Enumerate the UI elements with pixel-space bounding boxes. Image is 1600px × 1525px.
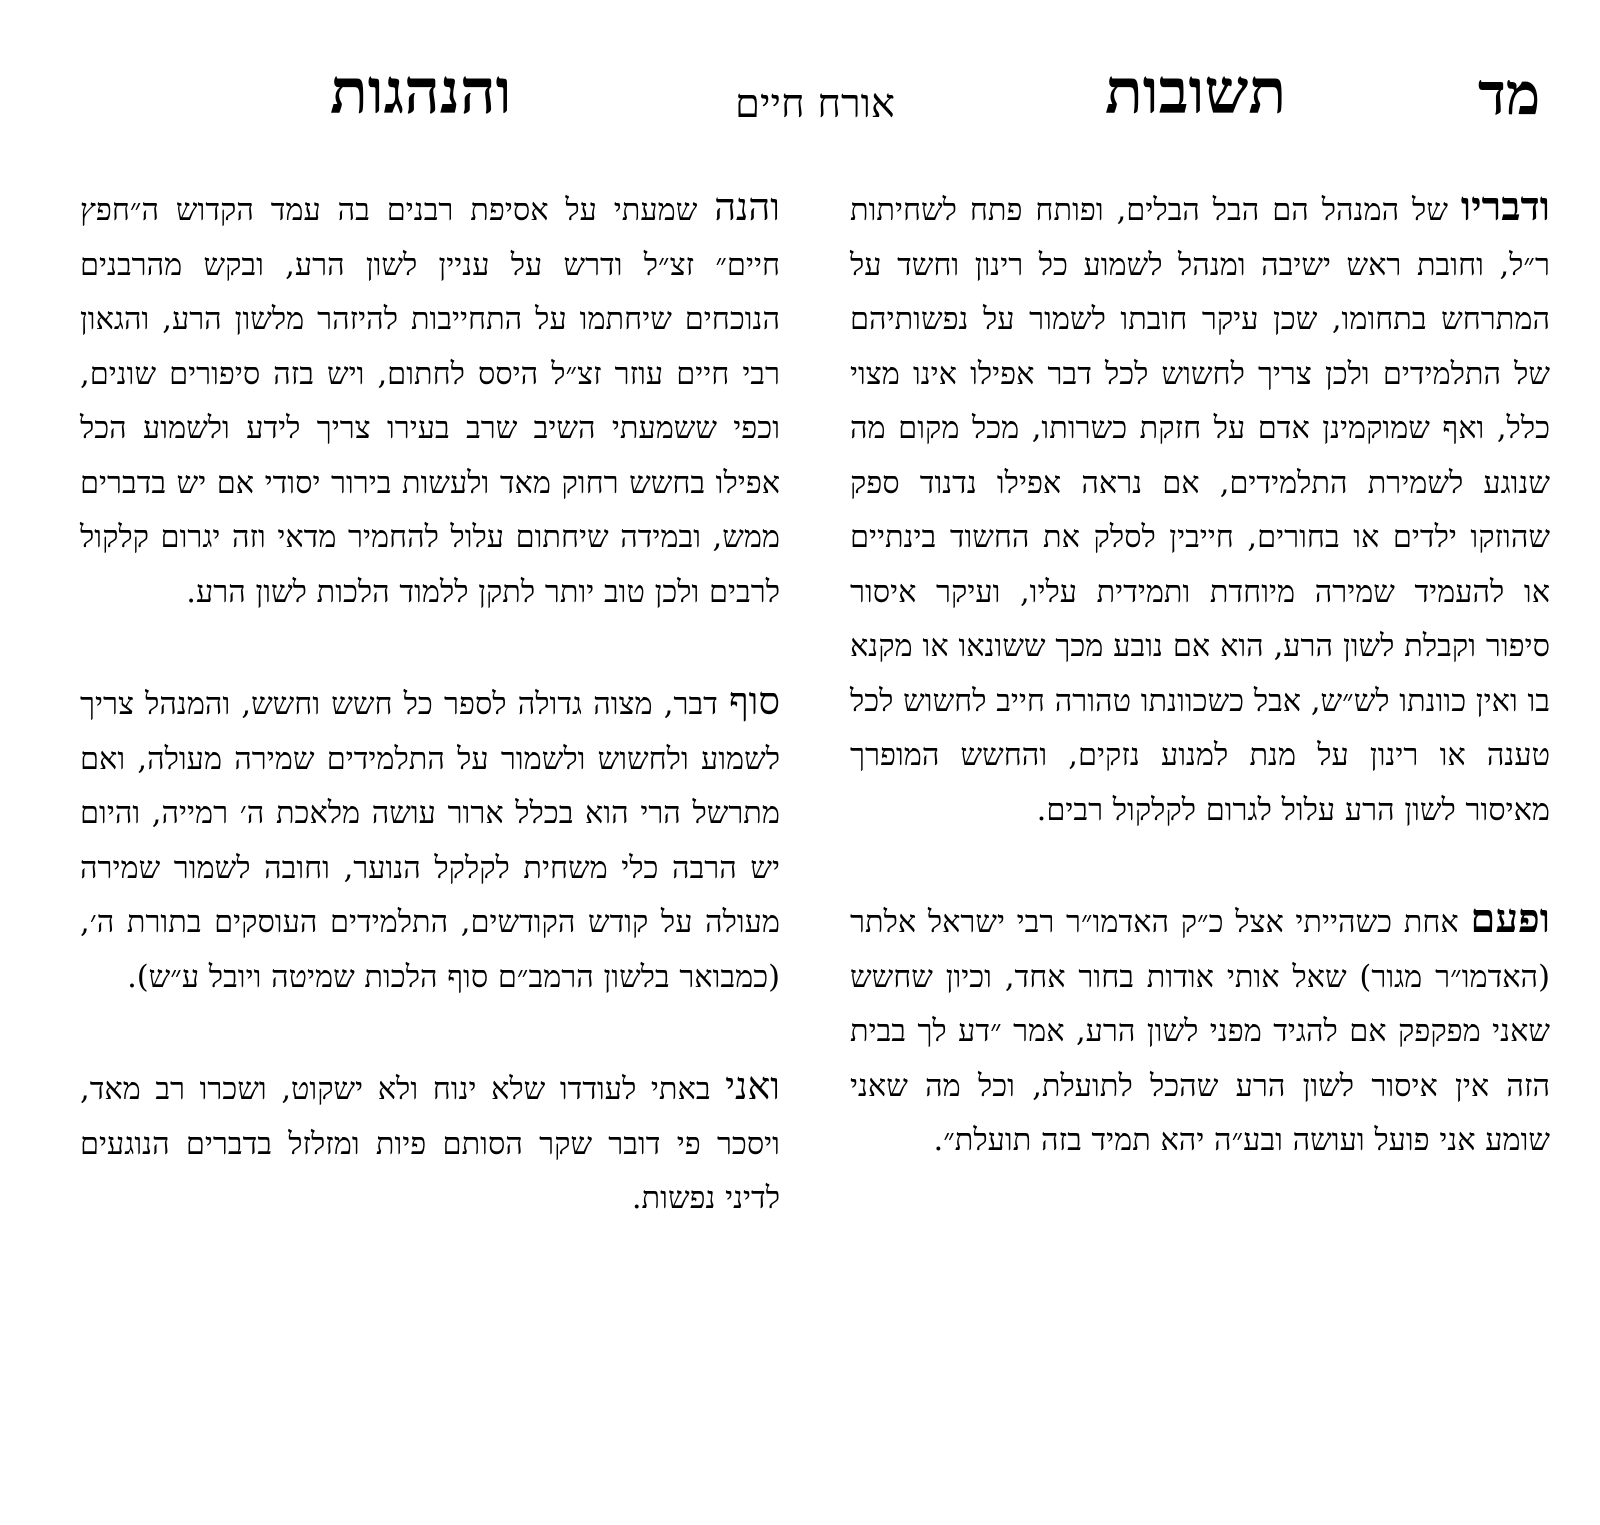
right-column — [850, 180, 1550, 1169]
paragraph-text: שמעתי על אסיפת רבנים בה עמד הקדוש ה״חפץ חיים״ זצ״ל ודרש על עניין לשון הרע, ובקש מהרבנים הנוכחים שיחתמו על התחייבות להיזהר מלשון הרע, והגאון רבי חיים עוזר זצ״ל היסס לחתום, ויש בזה סיפורים שונים, וכפי ששמעתי השיב שרב בעירו צריך לידע ולשמוע הכל אפילו בחשש רחוק מאד ולעשות בירור יסודי אם יש בדברים ממש, ובמידה שיחתום עלול להחמיר מדאי וזה יגרום קלקול לרבים ולכן טוב יותר לתקן ללמוד הלכות לשון הרע. — [80, 193, 780, 610]
paragraph-lead-word: סוף — [728, 679, 780, 723]
paragraph-lead-word: ואני — [725, 1064, 780, 1108]
paragraph — [850, 892, 1550, 1169]
paragraph-lead-word: והנה — [714, 185, 780, 229]
paragraph — [850, 180, 1550, 838]
page-number: מד — [1478, 60, 1541, 128]
paragraph-text: אחת כשהייתי אצל כ״ק האדמו״ר רבי ישראל אלתר (האדמו״ר מגור) שאל אותי אודות בחור אחד, וכיון שחשש שאני מפקפק אם להגיד מפני לשון הרע, אמר ״דע לך בבית הזה אין איסור לשון הרע שהכל לתועלת, וכל מה שאני שומע אני פועל ועושה ובע״ה יהא תמיד בזה תועלת״. — [850, 905, 1550, 1158]
paragraph-lead-word: ודבריו — [1460, 183, 1550, 230]
paragraph-lead-word: ופעם — [1470, 895, 1550, 942]
paragraph — [80, 1059, 780, 1227]
paragraph-text: דבר, מצוה גדולה לספר כל חשש וחשש, והמנהל צריך לשמוע ולחשוש ולשמור על התלמידים שמירה מעולה, ואם מתרשל הרי הוא בכלל ארור עושה מלאכת ה׳ רמייה, והיום יש הרבה כלי משחית לקלקל הנוער, וחובה לשמור שמירה מעולה על קודש הקודשים, התלמידים העוסקים בתורת ה׳, (כמבואר בלשון הרמב״ם סוף הלכות שמיטה ויובל ע״ש). — [80, 687, 780, 995]
section-title: אורח חיים — [735, 81, 895, 127]
paragraph-text: באתי לעודדו שלא ינוח ולא ישקוט, ושכרו רב מאד, ויסכר פי דובר שקר הסותם פיות ומזלזל בדברים הנוגעים לדיני נפשות. — [80, 1072, 780, 1216]
paragraph — [80, 180, 780, 620]
page-header — [0, 0, 1600, 150]
running-title-right: תשובות — [1105, 55, 1287, 128]
paragraph-text: של המנהל הם הבל הבלים, ופותח פתח לשחיתות ר״ל, וחובת ראש ישיבה ומנהל לשמוע כל רינון וחשד על המתרחש בתחומו, שכן עיקר חובתו לשמור על נפשותיהם של התלמידים ולכן צריך לחשוש לכל דבר אפילו אינו מצוי כלל, ואף שמוקמינן אדם על חזקת כשרותו, מכל מקום מה שנוגע לשמירת התלמידים, אם נראה אפילו נדנוד ספק שהוזקו ילדים או בחורים, חייבין לסלק את החשוד בינתיים או להעמיד שמירה מיוחדת ותמידית עליו, ועיקר איסור סיפור וקבלת לשון הרע, הוא אם נובע מכך ששונאו או מקנא בו ואין כוונתו לש״ש, אבל כשכוונתו טהורה חייב לחשוש לכל טענה או רינון על מנת למנוע נזקים, והחשש המופרך מאיסור לשון הרע עלול לגרום לקלקול רבים. — [850, 193, 1550, 828]
running-title-left: והנהגות — [330, 55, 512, 128]
left-column — [80, 180, 780, 1227]
paragraph — [80, 674, 780, 1005]
